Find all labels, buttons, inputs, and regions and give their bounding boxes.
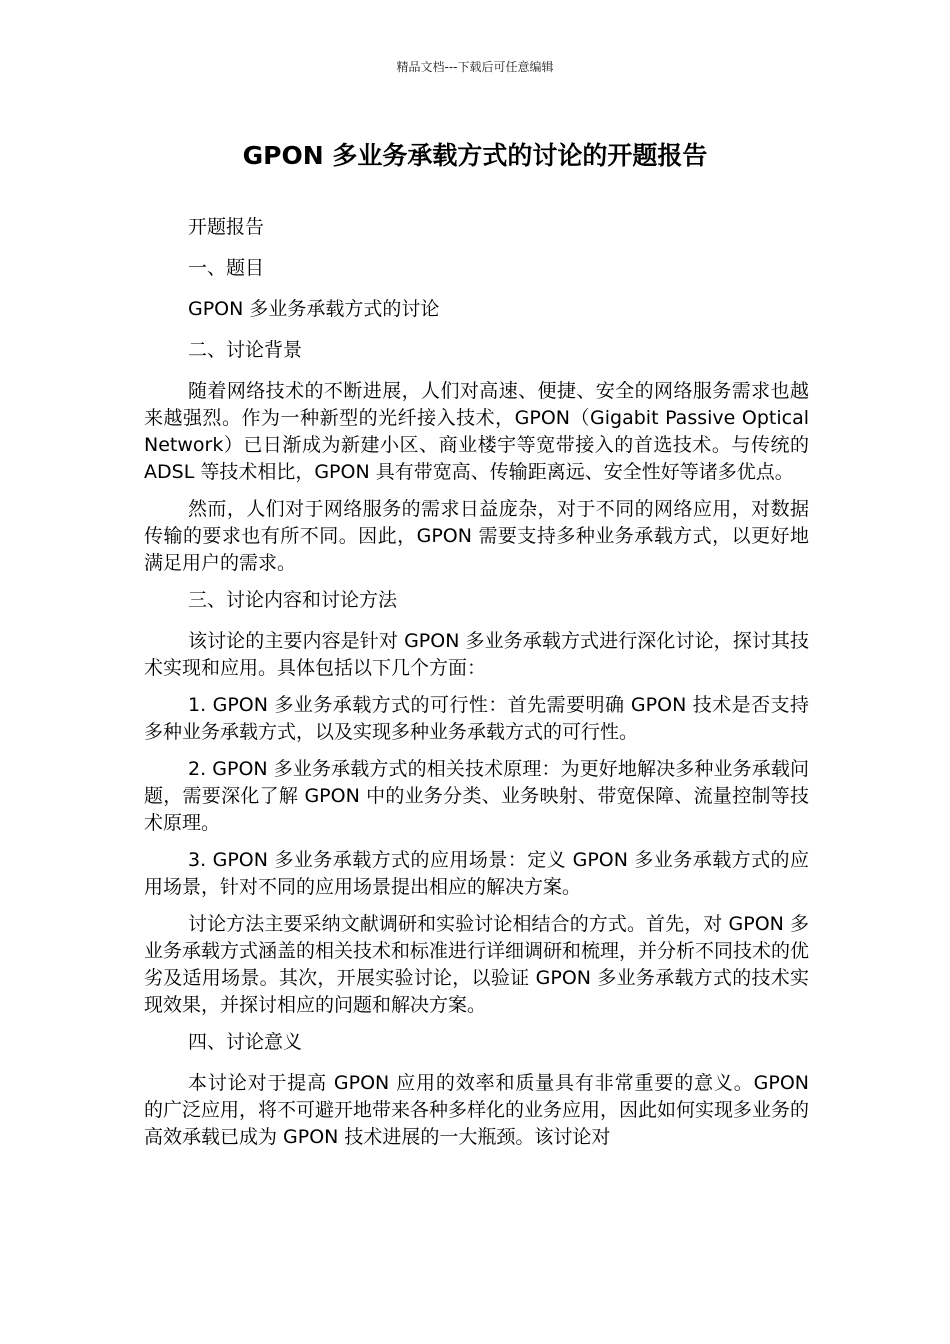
document-title: GPON 多业务承载方式的讨论的开题报告 bbox=[242, 141, 708, 170]
list-item-principles: 2. GPON 多业务承载方式的相关技术原理：为更好地解决多种业务承载问题，需要深化了解 GPON 中的业务分类、业务映射、带宽保障、流量控制等技术原理。 bbox=[144, 758, 809, 834]
paragraph-background-2: 然而，人们对于网络服务的需求日益庞杂，对于不同的网络应用，对数据传输的要求也有所不同。因此，GPON 需要支持多种业务承载方式，以更好地满足用户的需求。 bbox=[144, 498, 809, 574]
paragraph-report-label: 开题报告 bbox=[188, 216, 265, 238]
section-heading-topic: 一、题目 bbox=[188, 257, 265, 279]
paragraph-background-1: 随着网络技术的不断进展，人们对高速、便捷、安全的网络服务需求也越来越强烈。作为一种新型的光纤接入技术，GPON（Gigabit Passive Optical Network）已日渐成为新建小区、商业楼宇等宽带接入的首选技术。与传统的 ADSL 等技术相比，GPON 具有带宽高、传输距离远、安全性好等诸多优点。 bbox=[144, 380, 809, 483]
topic-text: GPON 多业务承载方式的讨论 bbox=[188, 298, 440, 320]
list-item-scenarios: 3. GPON 多业务承载方式的应用场景：定义 GPON 多业务承载方式的应用场景，针对不同的应用场景提出相应的解决方案。 bbox=[144, 849, 809, 898]
section-heading-significance: 四、讨论意义 bbox=[188, 1031, 303, 1053]
paragraph-content-intro: 该讨论的主要内容是针对 GPON 多业务承载方式进行深化讨论，探讨其技术实现和应用。具体包括以下几个方面： bbox=[144, 630, 809, 679]
section-heading-content-method: 三、讨论内容和讨论方法 bbox=[188, 589, 398, 611]
header-note: 精品文档---下载后可任意编辑 bbox=[396, 60, 554, 74]
document-body bbox=[144, 214, 809, 1161]
list-item-feasibility: 1. GPON 多业务承载方式的可行性：首先需要明确 GPON 技术是否支持多种业务承载方式，以及实现多种业务承载方式的可行性。 bbox=[144, 694, 809, 743]
paragraph-method: 讨论方法主要采纳文献调研和实验讨论相结合的方式。首先，对 GPON 多业务承载方式涵盖的相关技术和标准进行详细调研和梳理，并分析不同技术的优劣及适用场景。其次，开展实验讨论，以验证 GPON 多业务承载方式的技术实现效果，并探讨相应的问题和解决方案。 bbox=[144, 913, 810, 1016]
paragraph-significance: 本讨论对于提高 GPON 应用的效率和质量具有非常重要的意义。GPON 的广泛应用，将不可避开地带来各种多样化的业务应用，因此如何实现多业务的高效承载已成为 GPON 技术进展的一大瓶颈。该讨论对 bbox=[144, 1072, 810, 1148]
section-heading-background: 二、讨论背景 bbox=[188, 339, 303, 361]
